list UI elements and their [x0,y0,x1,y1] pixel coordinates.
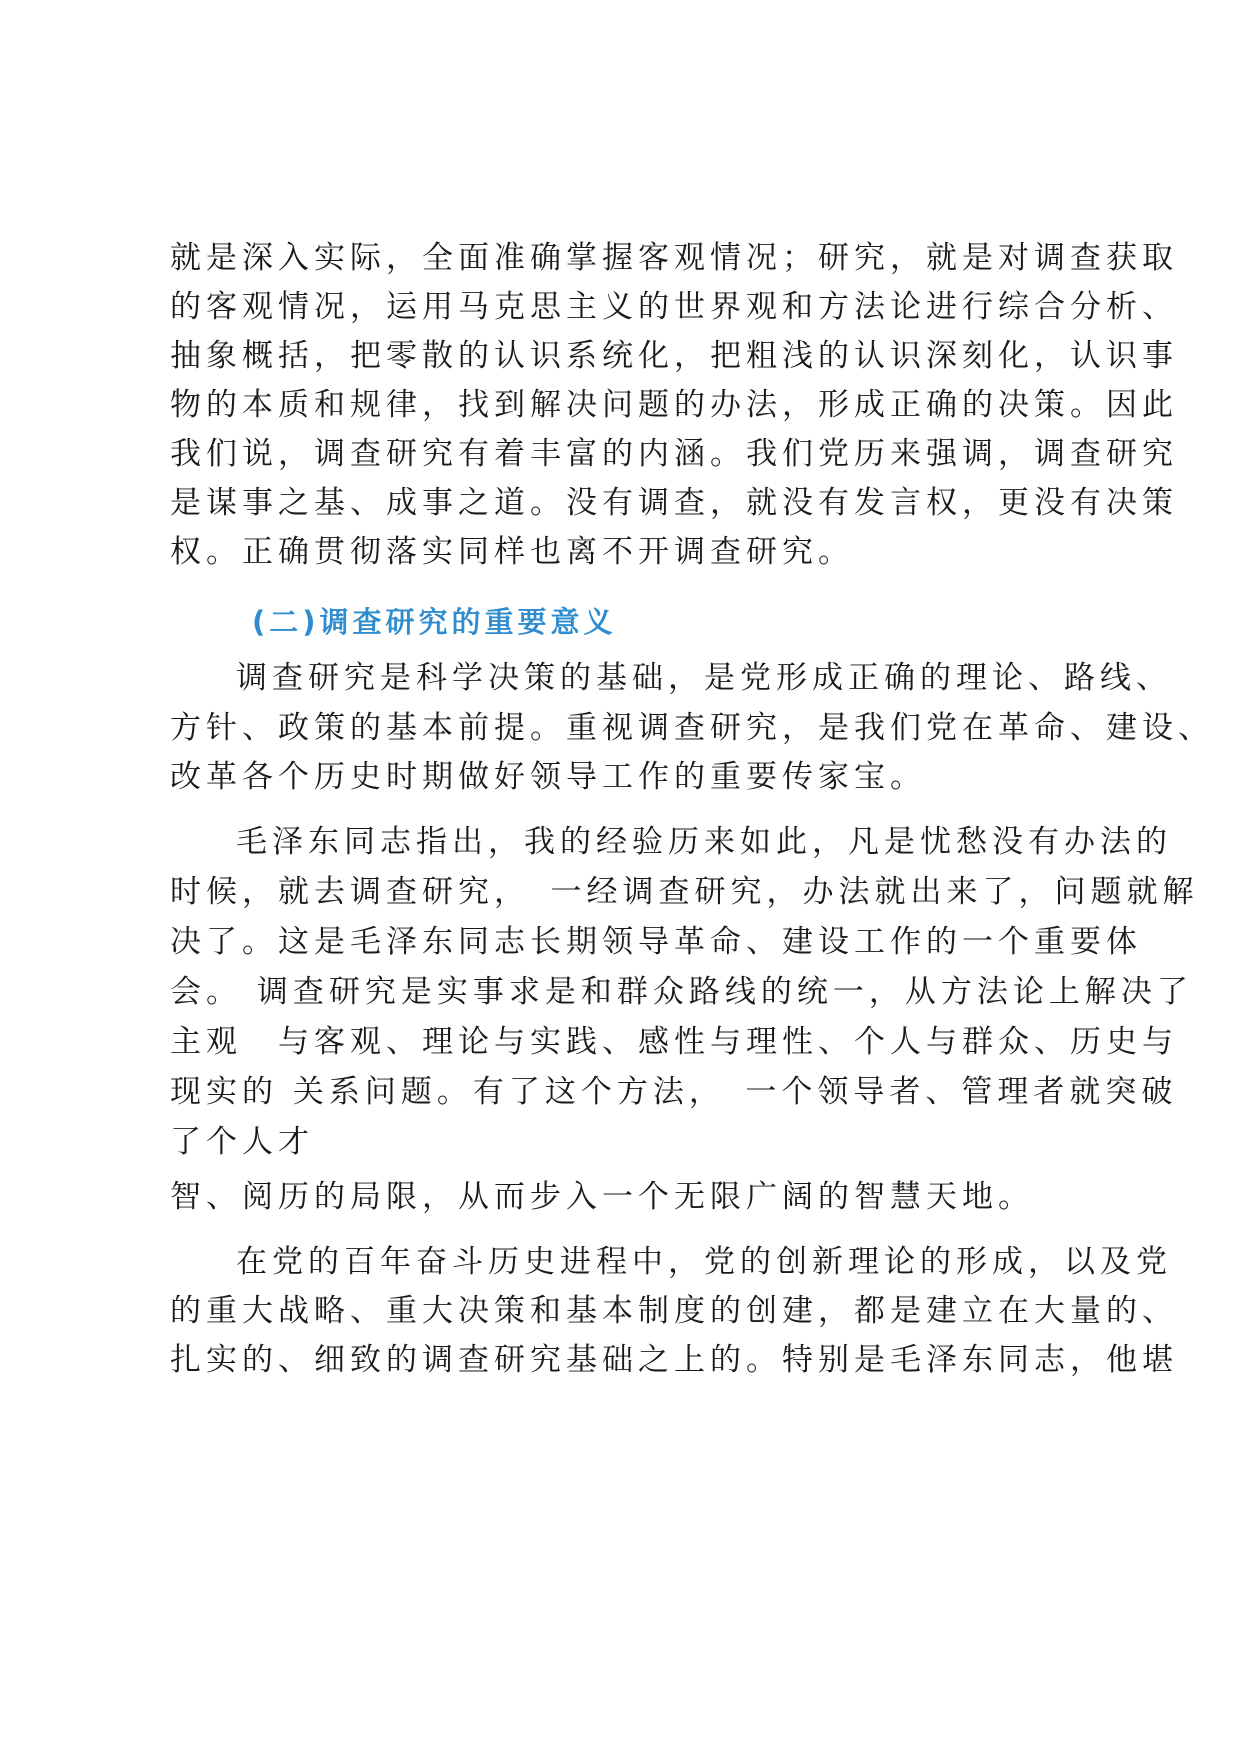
paragraph-4-line-2: 的重大战略、重大决策和基本制度的创建，都是建立在大量的、 [170,1293,1178,1329]
paragraph-2-line-2: 方针、政策的基本前提。重视调查研究，是我们党在革命、建设、 [170,710,1214,746]
section-heading: (二)调查研究的重要意义 [252,605,617,639]
paragraph-2-line-3: 改革各个历史时期做好领导工作的重要传家宝。 [170,759,926,795]
paragraph-3-line-6: 现实的 关系问题。有了这个方法， 一个领导者、管理者就突破 [170,1074,1178,1110]
paragraph-3-line-7: 了个人才 [170,1124,314,1160]
paragraph-3-line-2: 时候，就去调查研究， 一经调查研究，办法就出来了，问题就解 [170,874,1199,910]
paragraph-2-line-1: 调查研究是科学决策的基础，是党形成正确的理论、路线、 [236,660,1172,696]
paragraph-1-line-4: 物的本质和规律，找到解决问题的办法，形成正确的决策。因此 [170,387,1178,423]
paragraph-4-line-1: 在党的百年奋斗历史进程中，党的创新理论的形成，以及党 [236,1244,1172,1280]
paragraph-1-line-3: 抽象概括，把零散的认识系统化，把粗浅的认识深刻化，认识事 [170,338,1178,374]
paragraph-1-line-2: 的客观情况，运用马克思主义的世界观和方法论进行综合分析、 [170,289,1178,325]
paragraph-3-line-3: 决了。这是毛泽东同志长期领导革命、建设工作的一个重要体 [170,924,1142,960]
paragraph-1-line-5: 我们说，调查研究有着丰富的内涵。我们党历来强调，调查研究 [170,436,1178,472]
paragraph-3-line-1: 毛泽东同志指出，我的经验历来如此，凡是忧愁没有办法的 [236,824,1172,860]
paragraph-1-line-1: 就是深入实际，全面准确掌握客观情况；研究，就是对调查获取 [170,240,1178,276]
paragraph-3-line-8: 智、阅历的局限，从而步入一个无限广阔的智慧天地。 [170,1179,1034,1215]
paragraph-3-line-5: 主观 与客观、理论与实践、感性与理性、个人与群众、历史与 [170,1024,1178,1060]
paragraph-3-line-4: 会。 调查研究是实事求是和群众路线的统一，从方法论上解决了 [170,974,1193,1010]
paragraph-1-line-6: 是谋事之基、成事之道。没有调查，就没有发言权，更没有决策 [170,485,1178,521]
paragraph-1-line-7: 权。正确贯彻落实同样也离不开调查研究。 [170,534,854,570]
paragraph-4-line-3: 扎实的、细致的调查研究基础之上的。特别是毛泽东同志，他堪 [170,1342,1178,1378]
